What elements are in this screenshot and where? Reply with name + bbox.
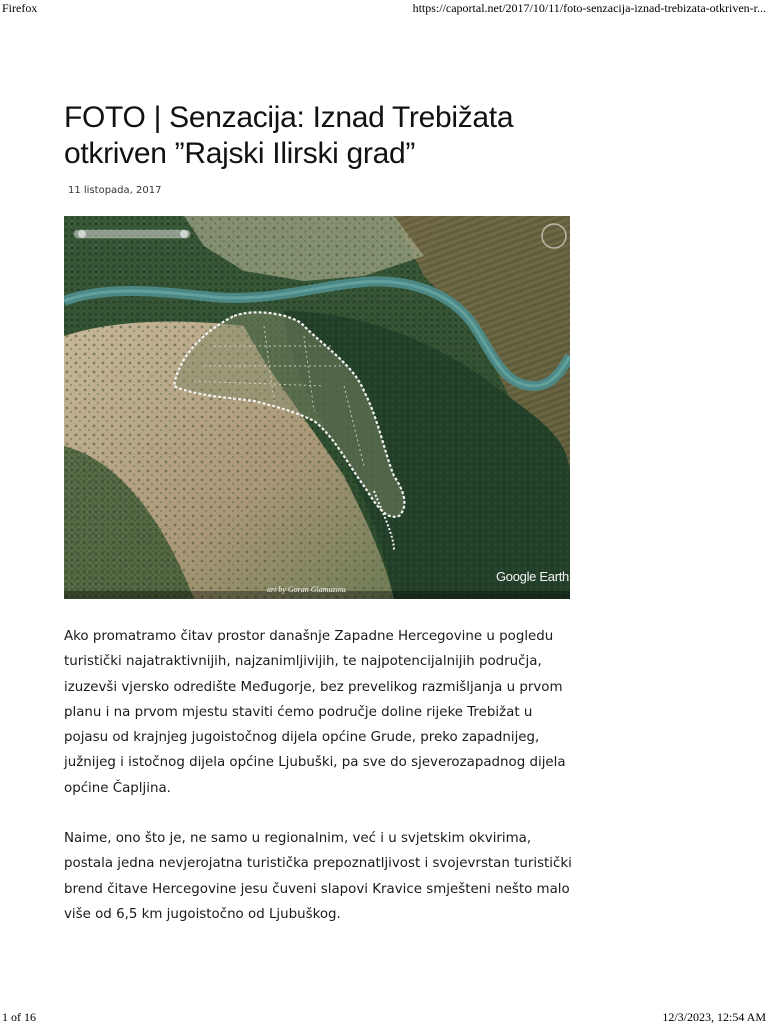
page-url: https://caportal.net/2017/10/11/foto-senzacija-iznad-trebizata-otkriven-r... [412, 1, 766, 15]
google-earth-watermark: Google Earth [495, 569, 569, 584]
article-date: 11 listopada, 2017 [68, 185, 162, 196]
print-header [0, 1, 768, 17]
satellite-view [64, 216, 570, 599]
article-body [64, 624, 574, 952]
paragraph-2: Naime, ono što je, ne samo u regionalnim, već i u svjetskim okvirima, postala jedna nevjerojatna turistička prepoznatljivost i svojevrstan turistički brend čitave Hercegovine jesu čuveni slapovi Kravice smješteni nešto malo više od 6,5 km jugoistočno od Ljubuškog. [64, 831, 572, 922]
article-title: FOTO | Senzacija: Iznad Trebižata otkriven ”Rajski Ilirski grad” [64, 101, 514, 170]
paragraph-1: Ako promatramo čitav prostor današnje Zapadne Hercegovine u pogledu turistički najatraktivnijih, najzanimljivijih, te najpotencijalnijih područja, izuzevši vjersko odredište Međugorje, bez prevelikog razmišljanja u prvom planu i na prvom mjestu staviti ćemo područje doline rijeke Trebižat u pojasu od krajnjeg jugoistočnog dijela općine Grude, preko zapadnijeg, južnijeg i istočnog dijela općine Ljubuški, pa sve do sjeverozapadnog dijela općine Čapljina. [64, 629, 566, 796]
browser-name: Firefox [2, 1, 38, 15]
page-count: 1 of 16 [2, 1010, 36, 1024]
article-header [64, 100, 570, 196]
article-image [64, 216, 570, 599]
image-credit: art by Goran Glamuzina [267, 585, 346, 594]
print-timestamp: 12/3/2023, 12:54 AM [662, 1010, 766, 1024]
